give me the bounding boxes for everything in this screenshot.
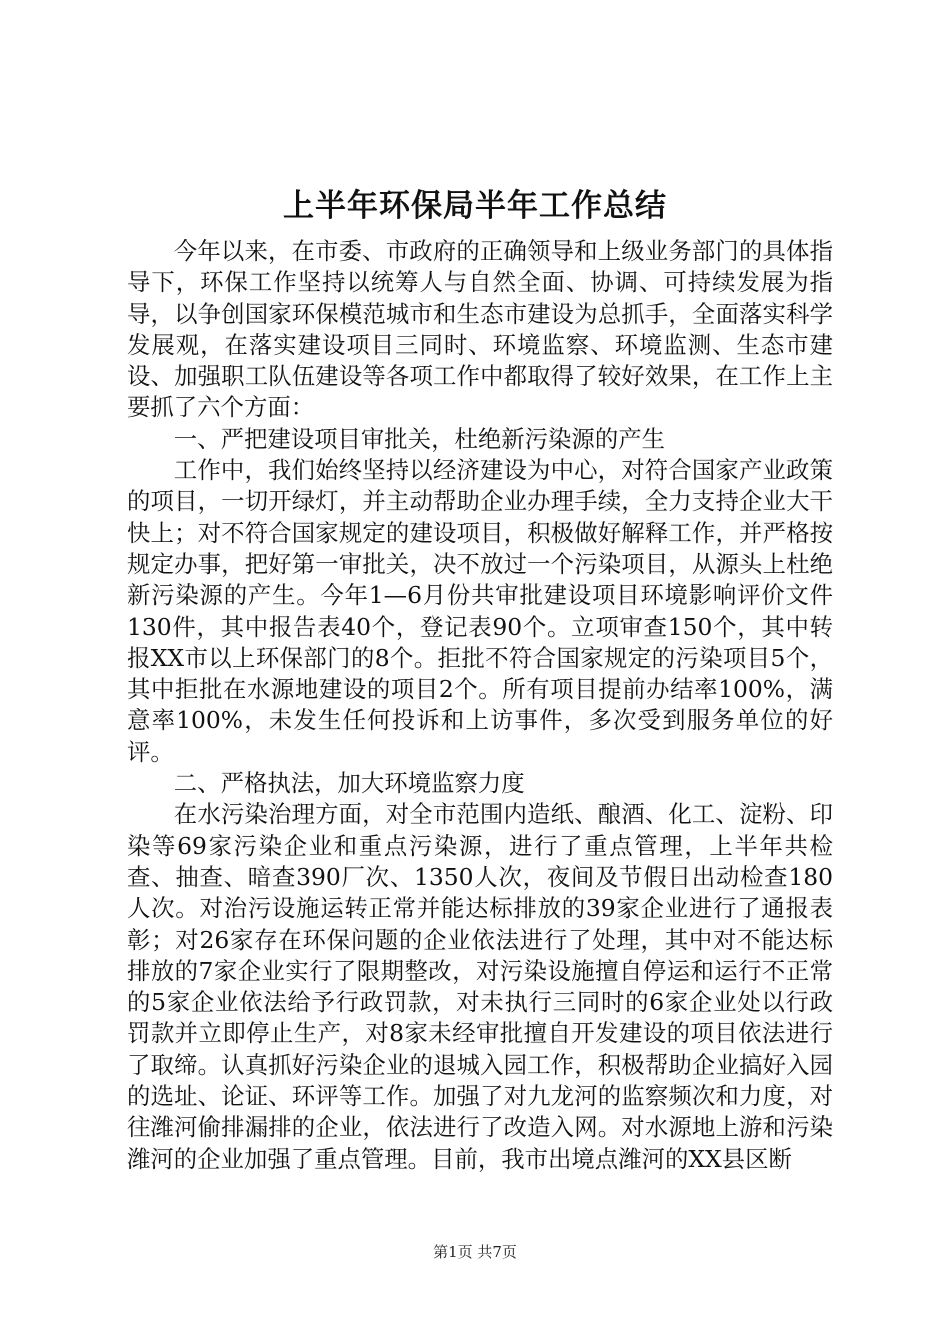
section-1-paragraph: 工作中，我们始终坚持以经济建设为中心，对符合国家产业政策的项目，一切开绿灯，并主动帮助企业办理手续，全力支持企业大干快上；对不符合国家规定的建设项目，积极做好解释工作，并严格按规定办事，把好第一审批关，决不放过一个污染项目，从源头上杜绝新污染源的产生。今年1—6月份共审批建设项目环境影响评价文件130件，其中报告表40个，登记表90个。立项审查150个，其中转报XX市以上环保部门的8个。拒批不符合国家规定的污染项目5个，其中拒批在水源地建设的项目2个。所有项目提前办结率100%，满意率100%，未发生任何投诉和上访事件，多次受到服务单位的好评。 [127, 456, 833, 766]
section-2-paragraph: 在水污染治理方面，对全市范围内造纸、酿酒、化工、淀粉、印染等69家污染企业和重点污染源，进行了重点管理，上半年共检查、抽查、暗查390厂次、1350人次，夜间及节假日出动检查180人次。对治污设施运转正常并能达标排放的39家企业进行了通报表彰；对26家存在环保问题的企业依法进行了处理，其中对不能达标排放的7家企业实行了限期整改，对污染设施擅自停运和运行不正常的5家企业依法给予行政罚款，对未执行三同时的6家企业处以行政罚款并立即停止生产，对8家未经审批擅自开发建设的项目依法进行了取缔。认真抓好污染企业的退城入园工作，积极帮助企业搞好入园的选址、论证、环评等工作。加强了对九龙河的监察频次和力度，对往潍河偷排漏排的企业，依法进行了改造入网。对水源地上游和污染潍河的企业加强了重点管理。目前，我市出境点潍河的XX县区断 [127, 800, 833, 1173]
document-body [127, 236, 833, 1175]
document-title: 上半年环保局半年工作总结 [283, 188, 667, 224]
section-heading-2: 二、严格执法，加大环境监察力度 [173, 769, 525, 798]
page-number-footer: 第1页 共7页 [433, 1243, 517, 1261]
section-heading-1: 一、严把建设项目审批关，杜绝新污染源的产生 [173, 424, 665, 453]
intro-paragraph: 今年以来，在市委、市政府的正确领导和上级业务部门的具体指导下，环保工作坚持以统筹人与自然全面、协调、可持续发展为指导，以争创国家环保模范城市和生态市建设为总抓手，全面落实科学发展观，在落实建设项目三同时、环境监察、环境监测、生态市建设、加强职工队伍建设等各项工作中都取得了较好效果，在工作上主要抓了六个方面： [127, 237, 833, 422]
